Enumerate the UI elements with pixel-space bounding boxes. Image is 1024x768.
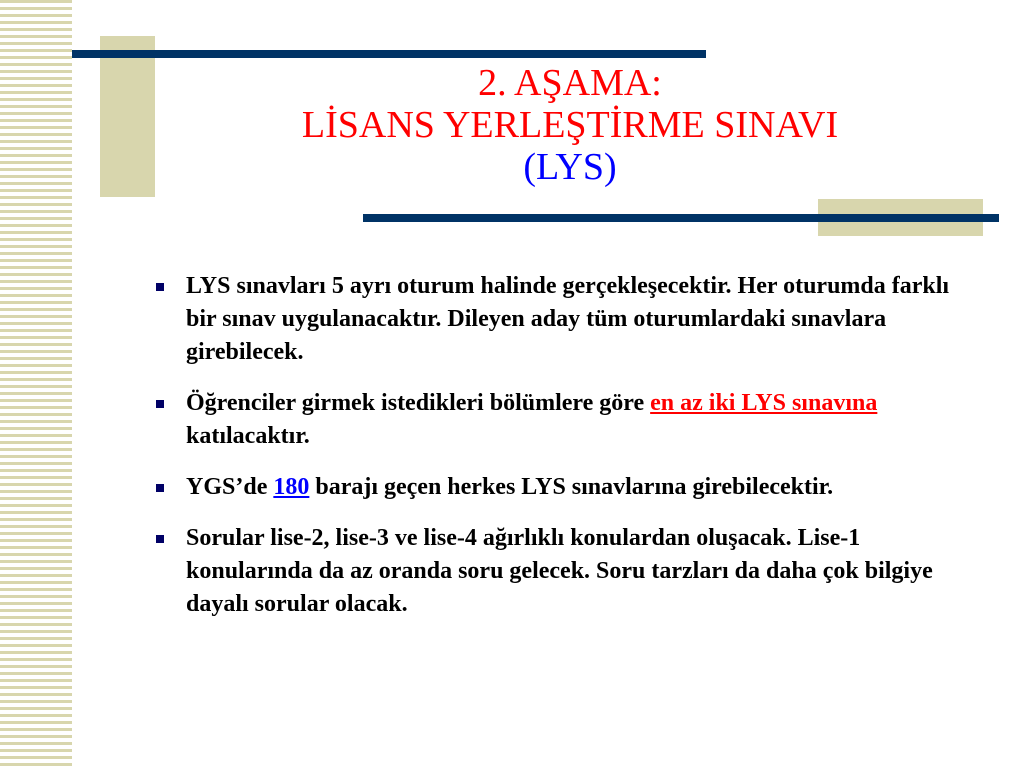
bullet-square-icon bbox=[156, 535, 164, 543]
bullet-square-icon bbox=[156, 400, 164, 408]
bullet-square-icon bbox=[156, 484, 164, 492]
bullet-text-before: YGS’de bbox=[186, 474, 274, 500]
bullet-text-after: katılacaktır. bbox=[186, 423, 310, 449]
highlight-min-exams: en az iki LYS sınavına bbox=[650, 390, 878, 416]
title-paren-open: ( bbox=[523, 146, 536, 188]
title-stage: 2. AŞAMA: bbox=[478, 62, 662, 104]
title-paren-close: ) bbox=[603, 146, 617, 188]
bullet-text-after: barajı geçen herkes LYS sınavlarına girebilecektir. bbox=[309, 474, 834, 500]
bullet-text: LYS sınavları 5 ayrı oturum halinde gerçekleşecektir. Her oturumda farklı bir sınav uygulanacaktır. Dileyen aday tüm oturumlardaki sınavlara girebilecek. bbox=[186, 273, 950, 365]
title-lys: LYS bbox=[536, 146, 604, 188]
bullet-square-icon bbox=[156, 283, 164, 291]
left-stripe-decoration bbox=[0, 0, 72, 768]
bullet-item-question-topics bbox=[152, 522, 972, 621]
decor-block-left bbox=[100, 36, 155, 197]
bullet-text: Sorular lise-2, lise-3 ve lise-4 ağırlıklı konulardan oluşacak. Lise-1 konularında da az oranda soru gelecek. Soru tarzları da daha çok bilgiye dayalı sorular olacak. bbox=[186, 525, 933, 617]
title-abbreviation bbox=[160, 146, 980, 188]
bullet-list bbox=[152, 270, 972, 639]
highlight-threshold-score: 180 bbox=[273, 474, 310, 500]
bullet-item-threshold bbox=[152, 471, 972, 504]
decor-bar-bottom bbox=[363, 214, 999, 222]
decor-bar-top bbox=[72, 50, 706, 58]
slide-title bbox=[160, 62, 980, 188]
bullet-text-before: Öğrenciler girmek istedikleri bölümlere göre bbox=[186, 390, 651, 416]
title-exam-name: LİSANS YERLEŞTİRME SINAVI bbox=[301, 104, 839, 146]
bullet-item-sessions bbox=[152, 270, 972, 369]
bullet-item-min-exams bbox=[152, 387, 972, 453]
